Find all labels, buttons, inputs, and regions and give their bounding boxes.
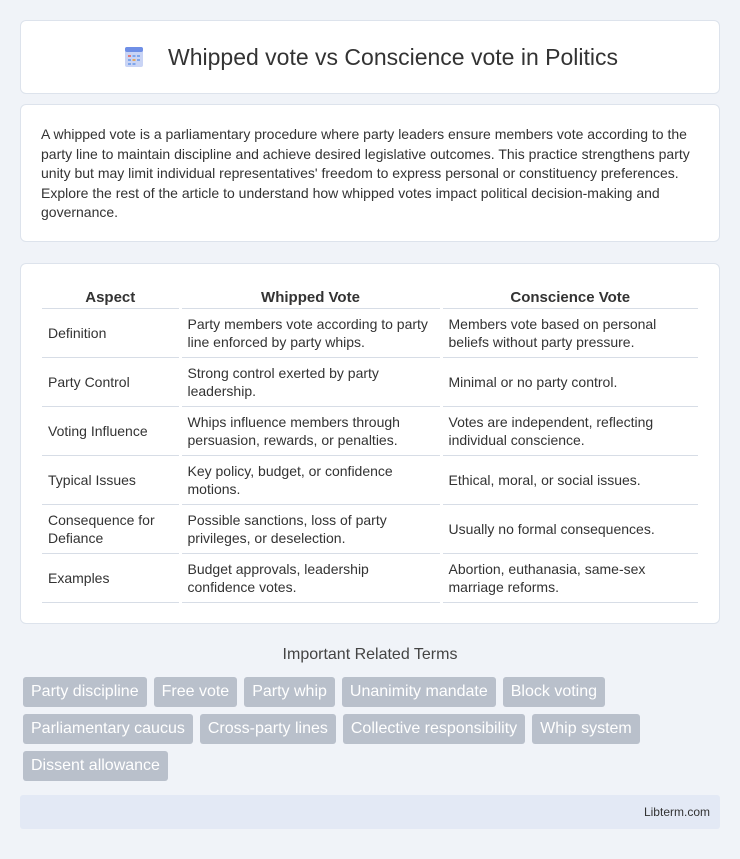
tag-unanimity-mandate[interactable]: Unanimity mandate bbox=[342, 677, 496, 707]
conscience-cell: Abortion, euthanasia, same-sex marriage reforms. bbox=[441, 553, 698, 602]
intro-card bbox=[20, 104, 720, 242]
tag-block-voting[interactable]: Block voting bbox=[503, 677, 605, 707]
document-icon bbox=[122, 45, 146, 69]
tag-dissent-allowance[interactable]: Dissent allowance bbox=[23, 751, 168, 781]
related-terms-list bbox=[23, 677, 723, 781]
table-row bbox=[42, 308, 698, 357]
tag-whip-system[interactable]: Whip system bbox=[532, 714, 640, 744]
table-header-row bbox=[42, 282, 698, 308]
title-card bbox=[20, 20, 720, 94]
conscience-cell: Ethical, moral, or social issues. bbox=[441, 455, 698, 504]
conscience-cell: Votes are independent, reflecting individual conscience. bbox=[441, 406, 698, 455]
tag-party-discipline[interactable]: Party discipline bbox=[23, 677, 147, 707]
whipped-cell: Whips influence members through persuasion, rewards, or penalties. bbox=[180, 406, 441, 455]
aspect-cell: Examples bbox=[42, 553, 180, 602]
table-row bbox=[42, 357, 698, 406]
tag-free-vote[interactable]: Free vote bbox=[154, 677, 238, 707]
footer bbox=[20, 795, 720, 829]
table-row bbox=[42, 504, 698, 553]
conscience-cell: Usually no formal consequences. bbox=[441, 504, 698, 553]
aspect-cell: Voting Influence bbox=[42, 406, 180, 455]
tag-cross-party-lines[interactable]: Cross-party lines bbox=[200, 714, 336, 744]
footer-site-link[interactable]: Libterm.com bbox=[643, 805, 710, 819]
whipped-cell: Strong control exerted by party leadership. bbox=[180, 357, 441, 406]
conscience-cell: Minimal or no party control. bbox=[441, 357, 698, 406]
aspect-cell: Party Control bbox=[42, 357, 180, 406]
related-terms-heading: Important Related Terms bbox=[282, 646, 458, 663]
tag-party-whip[interactable]: Party whip bbox=[244, 677, 335, 707]
conscience-cell: Members vote based on personal beliefs without party pressure. bbox=[441, 308, 698, 357]
whipped-cell: Party members vote according to party line enforced by party whips. bbox=[180, 308, 441, 357]
page-title: Whipped vote vs Conscience vote in Politics bbox=[168, 43, 618, 70]
tag-parliamentary-caucus[interactable]: Parliamentary caucus bbox=[23, 714, 193, 744]
whipped-cell: Possible sanctions, loss of party privileges, or deselection. bbox=[180, 504, 441, 553]
whipped-cell: Key policy, budget, or confidence motions. bbox=[180, 455, 441, 504]
header-whipped-vote: Whipped Vote bbox=[180, 282, 441, 308]
table-row bbox=[42, 406, 698, 455]
table-row bbox=[42, 553, 698, 602]
whipped-cell: Budget approvals, leadership confidence votes. bbox=[180, 553, 441, 602]
header-aspect: Aspect bbox=[42, 282, 180, 308]
table-row bbox=[42, 455, 698, 504]
tag-collective-responsibility[interactable]: Collective responsibility bbox=[343, 714, 525, 744]
comparison-table bbox=[42, 282, 698, 603]
aspect-cell: Definition bbox=[42, 308, 180, 357]
header-conscience-vote: Conscience Vote bbox=[441, 282, 698, 308]
intro-paragraph: A whipped vote is a parliamentary procedure where party leaders ensure members vote according to the party line to maintain discipline and achieve desired legislative outcomes. This practice strengthens party unity but may limit individual representatives' freedom to express personal or constituency preferences. Explore the rest of the article to understand how whipped votes impact political decision-making and governance. bbox=[41, 126, 690, 221]
aspect-cell: Consequence for Defiance bbox=[42, 504, 180, 553]
comparison-card bbox=[20, 263, 720, 624]
aspect-cell: Typical Issues bbox=[42, 455, 180, 504]
